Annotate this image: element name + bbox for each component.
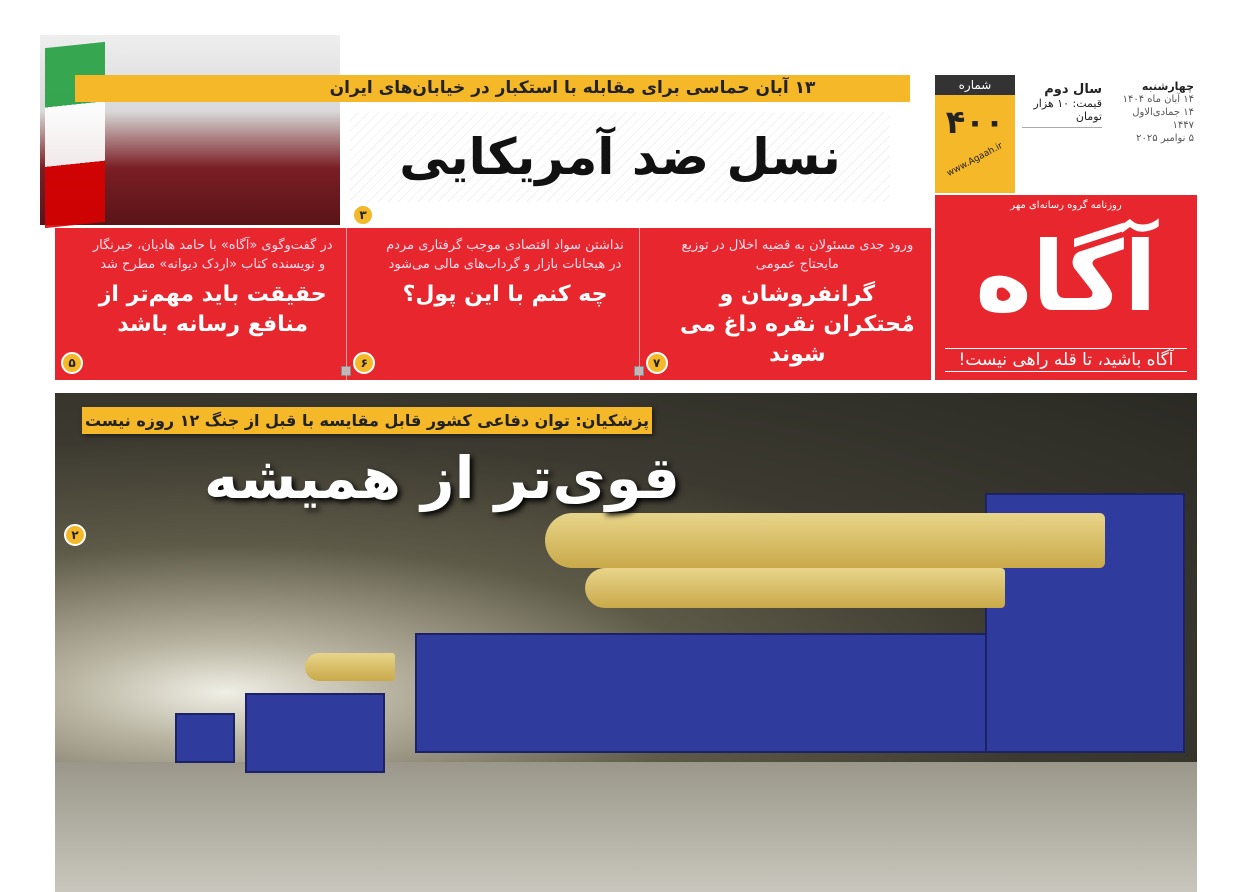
issue-number: ۴۰۰ xyxy=(945,103,1005,141)
page-badge: ۶ xyxy=(353,352,375,374)
gregorian-date: ۵ نوامبر ۲۰۲۵ xyxy=(1136,133,1194,144)
truck xyxy=(245,693,385,773)
masthead xyxy=(935,195,1197,380)
page-badge: ۲ xyxy=(64,524,86,546)
truck xyxy=(175,713,235,763)
lead-kicker: پزشکیان: توان دفاعی کشور قابل مقایسه با قبل از جنگ ۱۲ روزه نیست xyxy=(82,407,652,434)
weekday: چهارشنبه xyxy=(1141,80,1194,93)
story-headline[interactable]: گرانفروشان و مُحتکران نقره داغ می شوند xyxy=(679,282,915,367)
solar-date: ۱۴ آبان ماه ۱۴۰۴ xyxy=(1122,94,1194,105)
slogan: آگاه باشید، تا قله راهی نیست! xyxy=(945,348,1187,372)
iran-flag-image xyxy=(45,42,105,228)
website-url: www.Agaah.ir xyxy=(945,141,1005,179)
missile xyxy=(585,568,1005,608)
issue-number-box xyxy=(935,75,1015,193)
year: سال دوم xyxy=(1044,82,1102,97)
top-story-kicker: ۱۳ آبان حماسی برای مقابله با استکبار در خیابان‌های ایران xyxy=(75,75,910,102)
story-column[interactable] xyxy=(640,228,931,380)
story-subtitle: نداشتن سواد اقتصادی موجب گرفتاری مردم در هیجانات بازار و گرداب‌های مالی می‌شود xyxy=(386,238,624,272)
date-block xyxy=(1108,80,1194,145)
publisher-group: روزنامه گروه رسانه‌ای مهر xyxy=(1010,200,1122,211)
top-story-headline[interactable]: نسل ضد آمریکایی xyxy=(350,112,890,202)
tunnel-floor xyxy=(55,762,1197,892)
story-subtitle: در گفت‌وگوی «آگاه» با حامد هادیان، خبرنگار و نویسنده کتاب «اردک دیوانه» مطرح شد xyxy=(92,238,333,272)
secondary-stories xyxy=(55,228,931,380)
year-price xyxy=(1022,82,1102,128)
page-badge: ۳ xyxy=(352,204,374,226)
missile xyxy=(305,653,395,681)
story-headline[interactable]: چه کنم با این پول؟ xyxy=(402,282,608,307)
price: قیمت: ۱۰ هزار تومان xyxy=(1033,97,1102,123)
story-headline[interactable]: حقیقت باید مهم‌تر از منافع رسانه باشد xyxy=(98,282,327,337)
missile xyxy=(545,513,1105,568)
story-column[interactable] xyxy=(347,228,639,380)
page-badge: ۵ xyxy=(61,352,83,374)
story-column[interactable] xyxy=(55,228,347,380)
issue-label: شماره xyxy=(935,75,1015,95)
lead-headline[interactable]: قوی‌تر از همیشه xyxy=(204,444,680,512)
newspaper-logo: آگاه xyxy=(975,221,1157,333)
page-badge: ۷ xyxy=(646,352,668,374)
lunar-date: ۱۴ جمادی‌الاول ۱۴۴۷ xyxy=(1132,107,1194,131)
truck xyxy=(415,633,1035,753)
story-subtitle: ورود جدی مسئولان به قضیه اخلال در توزیع مایحتاج عمومی xyxy=(681,238,914,272)
